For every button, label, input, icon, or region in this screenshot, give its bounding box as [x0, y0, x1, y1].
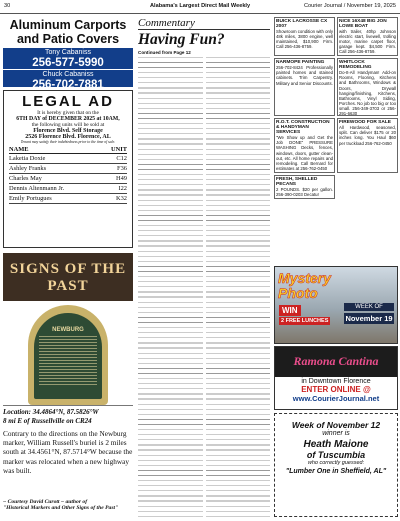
classified-text: Do-It-All Handyman! Add-on Rooms, Flooring, Kitchens and Bathrooms, Windows & Doors, Drywall hanging/finishing, Kitchens, Bathrooms, Vinyl Siding, Porches. No job too big or too small. 256-349-3703 or 256-291-6630 — [339, 70, 396, 116]
legal-row — [9, 194, 127, 204]
commentary — [138, 17, 270, 517]
classified-text: with trailer, 40hp Johnson electric start, livewell, trolling motor, marine carpet floor, garage kept. $4,500 Firm. Call 256-436-8759. — [339, 29, 396, 55]
classified-heading: WHITLOCK REMODELING — [339, 60, 372, 71]
enter-online: ENTER ONLINE @ — [301, 385, 371, 394]
legal-date: 6TH DAY of DECEMBER 2025 at 10AM, — [16, 116, 120, 122]
signs-credit — [3, 499, 133, 511]
ramona-place: in Downtown Florence — [301, 378, 371, 385]
ramona-cantina-ad — [274, 346, 398, 410]
legal-row — [9, 174, 127, 184]
classified-text: 256-702-8424 Professionally painted homes and stained cabinets. Trim Carpentry. Military and Senior Discounts. — [276, 65, 333, 86]
classifieds — [274, 17, 398, 264]
page-number: 30 — [4, 3, 11, 9]
col-name: NAME — [9, 146, 101, 154]
legal-body-2: the following units will be sold at — [31, 122, 105, 128]
classified-heading: NICE 16X48 BIG JON LOWE BOAT — [339, 19, 387, 29]
winner-guess: "Lumber One in Sheffield, AL" — [285, 468, 387, 475]
tenant-name: Emily Portugues — [9, 194, 101, 204]
legal-row — [9, 184, 127, 194]
signs-location-1: Location: 34.4864°N, 87.5826°W — [3, 408, 99, 416]
marker-text-lines — [39, 336, 97, 386]
classified-text: Showroom condition with only 48k miles, 3800 engine, well maintained, $10,900 Firm. Call 256-436-8759. — [276, 29, 333, 50]
unit-number: F36 — [101, 164, 128, 174]
classified-ad — [337, 58, 398, 116]
commentary-text-col-2 — [206, 57, 271, 517]
winner-label: winner is — [322, 430, 350, 437]
unit-number: K32 — [101, 194, 128, 204]
mystery-title: Mystery Photo — [278, 270, 331, 301]
contact-phone-1: 256-577-5990 — [3, 57, 133, 69]
commentary-title: Having Fun? — [138, 31, 225, 48]
commentary-section: Commentary — [138, 17, 270, 30]
mystery-prize: 2 FREE LUNCHES — [281, 318, 329, 324]
classified-heading: NARMOPE PAINTING — [276, 60, 325, 66]
contact-phone-2: 256-702-7881 — [3, 79, 133, 87]
signs-banner — [3, 253, 133, 301]
col-unit: UNIT — [101, 146, 128, 154]
signs-location — [3, 408, 133, 426]
courier-url[interactable]: www.CourierJournal.net — [292, 394, 380, 403]
unit-number: I22 — [101, 184, 128, 194]
signs-of-the-past — [3, 253, 133, 518]
tenant-name: Dennis Altenmann Jr. — [9, 184, 101, 194]
legal-ad — [3, 90, 133, 248]
classified-heading: BUICK LACROSSE CX 2007 — [276, 19, 328, 29]
ramona-name: Ramona Cantina — [293, 354, 379, 368]
signs-credit-2: "Historical Markers and Other Signs of the Past" — [3, 505, 119, 511]
mystery-win: WIN — [279, 305, 301, 316]
classified-ad — [274, 58, 335, 116]
legal-row — [9, 154, 127, 164]
classified-heading: FIREWOOD FOR SALE — [339, 120, 391, 126]
legal-address-2: 2526 Florence Blvd. Florence, AL — [25, 134, 111, 140]
signs-credit-1: ~ Courtesy David Curott ~ author of — [3, 499, 88, 505]
classified-ad — [337, 118, 398, 172]
classified-text: All Hardwood, seasoned, split. Can deliver $175 or 20 inches long. You Haul $60 per truckload 256-762-0450 — [339, 125, 396, 146]
mystery-date: November 19 — [345, 314, 393, 323]
winner-box — [274, 413, 398, 517]
carports-title: Aluminum Carports and Patio Covers — [9, 18, 127, 46]
classified-text: 2 POUNDS. $20 per gallon. 256-390-0203 Decatur — [276, 186, 333, 197]
signs-title: SIGNS OF THE PAST — [9, 261, 127, 294]
commentary-continued: Continued from Page 12 — [138, 50, 191, 55]
marker-photo — [28, 305, 108, 405]
classified-ad — [274, 118, 335, 172]
winner-guess-label: who correctly guessed: — [307, 460, 365, 466]
unit-number: H49 — [101, 174, 128, 184]
legal-body: It is hereby given that on the — [37, 110, 99, 116]
legal-title: LEGAL AD — [22, 93, 114, 110]
paper-name: Alabama's Largest Direct Mail Weekly — [150, 3, 251, 9]
legal-table — [9, 146, 127, 204]
signs-location-2: 8 mi E of Russellville on CR24 — [3, 417, 92, 425]
marker-plaque — [34, 313, 102, 399]
winner-week: Week of November 12 — [291, 420, 381, 430]
contact-name-2: Chuck Cabaniss — [3, 70, 133, 79]
ramona-logo — [275, 347, 397, 377]
contact-name-1: Tony Cabaniss — [3, 48, 133, 57]
issue-date: Courier Journal / November 19, 2025 — [303, 3, 396, 9]
commentary-columns — [138, 57, 270, 517]
unit-number: C12 — [101, 154, 128, 164]
tenant-name: Charles May — [9, 174, 101, 184]
tenant-name: Laketia Doxie — [9, 154, 101, 164]
signs-body: Contrary to the directions on the Newburg marker, William Russell's buriel is 2 miles south at 34.4561°N, 87.5714°W because the marker was relocated when a new highway was built. — [3, 429, 133, 475]
mystery-photo-ad — [274, 266, 398, 344]
classified-heading: R.O.T. CONSTRUCTION & HANDYMAN SERVICES — [276, 120, 330, 136]
page-header — [0, 0, 400, 14]
classified-text: "We Show up and Get the Job DONE" PRESSURE WASHING Decks, fences, windows, doors, gutter clean-out, etc. All home repairs and remodeling. Call Bernard for estimates at 256-762-0450 — [276, 135, 333, 171]
marker-title: NEWBURG — [52, 327, 84, 333]
legal-address: Florence Blvd. Self Storage — [33, 128, 103, 134]
mystery-week: WEEK OF — [344, 303, 394, 311]
classified-ad — [274, 175, 335, 199]
divider — [3, 405, 133, 406]
legal-row — [9, 164, 127, 174]
carports-ad — [3, 18, 133, 87]
winner-name: Heath Maione — [303, 439, 369, 450]
winner-town: of Tuscumbia — [306, 450, 366, 460]
legal-note: Tenant may satisfy their indebtedness prior to the time of sale. — [20, 140, 116, 144]
classified-heading: FRESH, SHELLED PECANS — [276, 176, 318, 187]
tenant-name: Ashley Franks — [9, 164, 101, 174]
classified-ad — [274, 17, 335, 56]
commentary-text-col-1 — [138, 57, 203, 517]
classified-ad — [337, 17, 398, 56]
